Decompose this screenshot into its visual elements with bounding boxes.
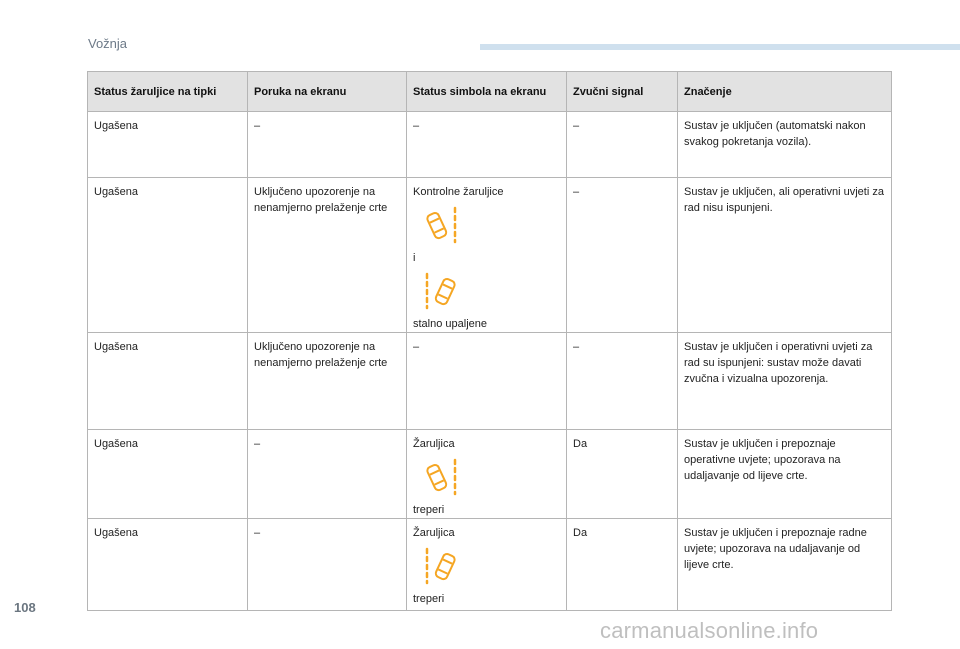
symbol-connector: i (413, 252, 416, 264)
column-header: Status žaruljice na tipki (88, 72, 248, 112)
sound-cell: – (567, 333, 678, 430)
table-header-row (88, 72, 892, 112)
button-status-cell: Ugašena (88, 430, 248, 519)
message-cell: – (248, 430, 407, 519)
table-row (88, 430, 892, 519)
table-row (88, 178, 892, 333)
symbol-label: Kontrolne žaruljice (413, 186, 504, 198)
symbol-cell (407, 430, 567, 519)
button-status-cell: Ugašena (88, 519, 248, 611)
symbol-cell: – (407, 112, 567, 178)
button-status-cell: Ugašena (88, 178, 248, 333)
status-table (87, 71, 892, 611)
column-header: Status simbola na ekranu (407, 72, 567, 112)
symbol-state: treperi (413, 593, 445, 605)
message-cell: – (248, 519, 407, 611)
column-header: Zvučni signal (567, 72, 678, 112)
table-row (88, 333, 892, 430)
lane-departure-left-icon (419, 547, 463, 585)
message-cell: Uključeno upozorenje na nenamjerno prelaženje crte (248, 178, 407, 333)
meaning-cell: Sustav je uključen i operativni uvjeti za rad su ispunjeni: sustav može davati zvučna i vizualna upozorenja. (678, 333, 892, 430)
button-status-cell: Ugašena (88, 112, 248, 178)
column-header: Značenje (678, 72, 892, 112)
lane-departure-left-icon (419, 272, 463, 310)
symbol-cell (407, 519, 567, 611)
message-cell: Uključeno upozorenje na nenamjerno prelaženje crte (248, 333, 407, 430)
sound-cell: Da (567, 430, 678, 519)
table-row (88, 519, 892, 611)
symbol-state: treperi (413, 504, 445, 516)
meaning-cell: Sustav je uključen i prepoznaje radne uvjete; upozorava na udaljavanje od lijeve crte. (678, 519, 892, 611)
sound-cell: – (567, 178, 678, 333)
column-header: Poruka na ekranu (248, 72, 407, 112)
lane-departure-right-icon (419, 458, 463, 496)
header-bar (480, 44, 960, 50)
sound-cell: Da (567, 519, 678, 611)
page-number: 108 (14, 600, 36, 615)
lane-departure-right-icon (419, 206, 463, 244)
meaning-cell: Sustav je uključen i prepoznaje operativne uvjete; upozorava na udaljavanje od lijeve crte. (678, 430, 892, 519)
meaning-cell: Sustav je uključen (automatski nakon svakog pokretanja vozila). (678, 112, 892, 178)
symbol-state: stalno upaljene (413, 318, 488, 330)
meaning-cell: Sustav je uključen, ali operativni uvjeti za rad nisu ispunjeni. (678, 178, 892, 333)
symbol-cell (407, 178, 567, 333)
section-title: Vožnja (88, 36, 128, 51)
symbol-label: Žaruljica (413, 438, 455, 450)
button-status-cell: Ugašena (88, 333, 248, 430)
table-row (88, 112, 892, 178)
sound-cell: – (567, 112, 678, 178)
watermark-text: carmanualsonline.info (600, 618, 819, 643)
message-cell: – (248, 112, 407, 178)
symbol-cell: – (407, 333, 567, 430)
symbol-label: Žaruljica (413, 527, 455, 539)
